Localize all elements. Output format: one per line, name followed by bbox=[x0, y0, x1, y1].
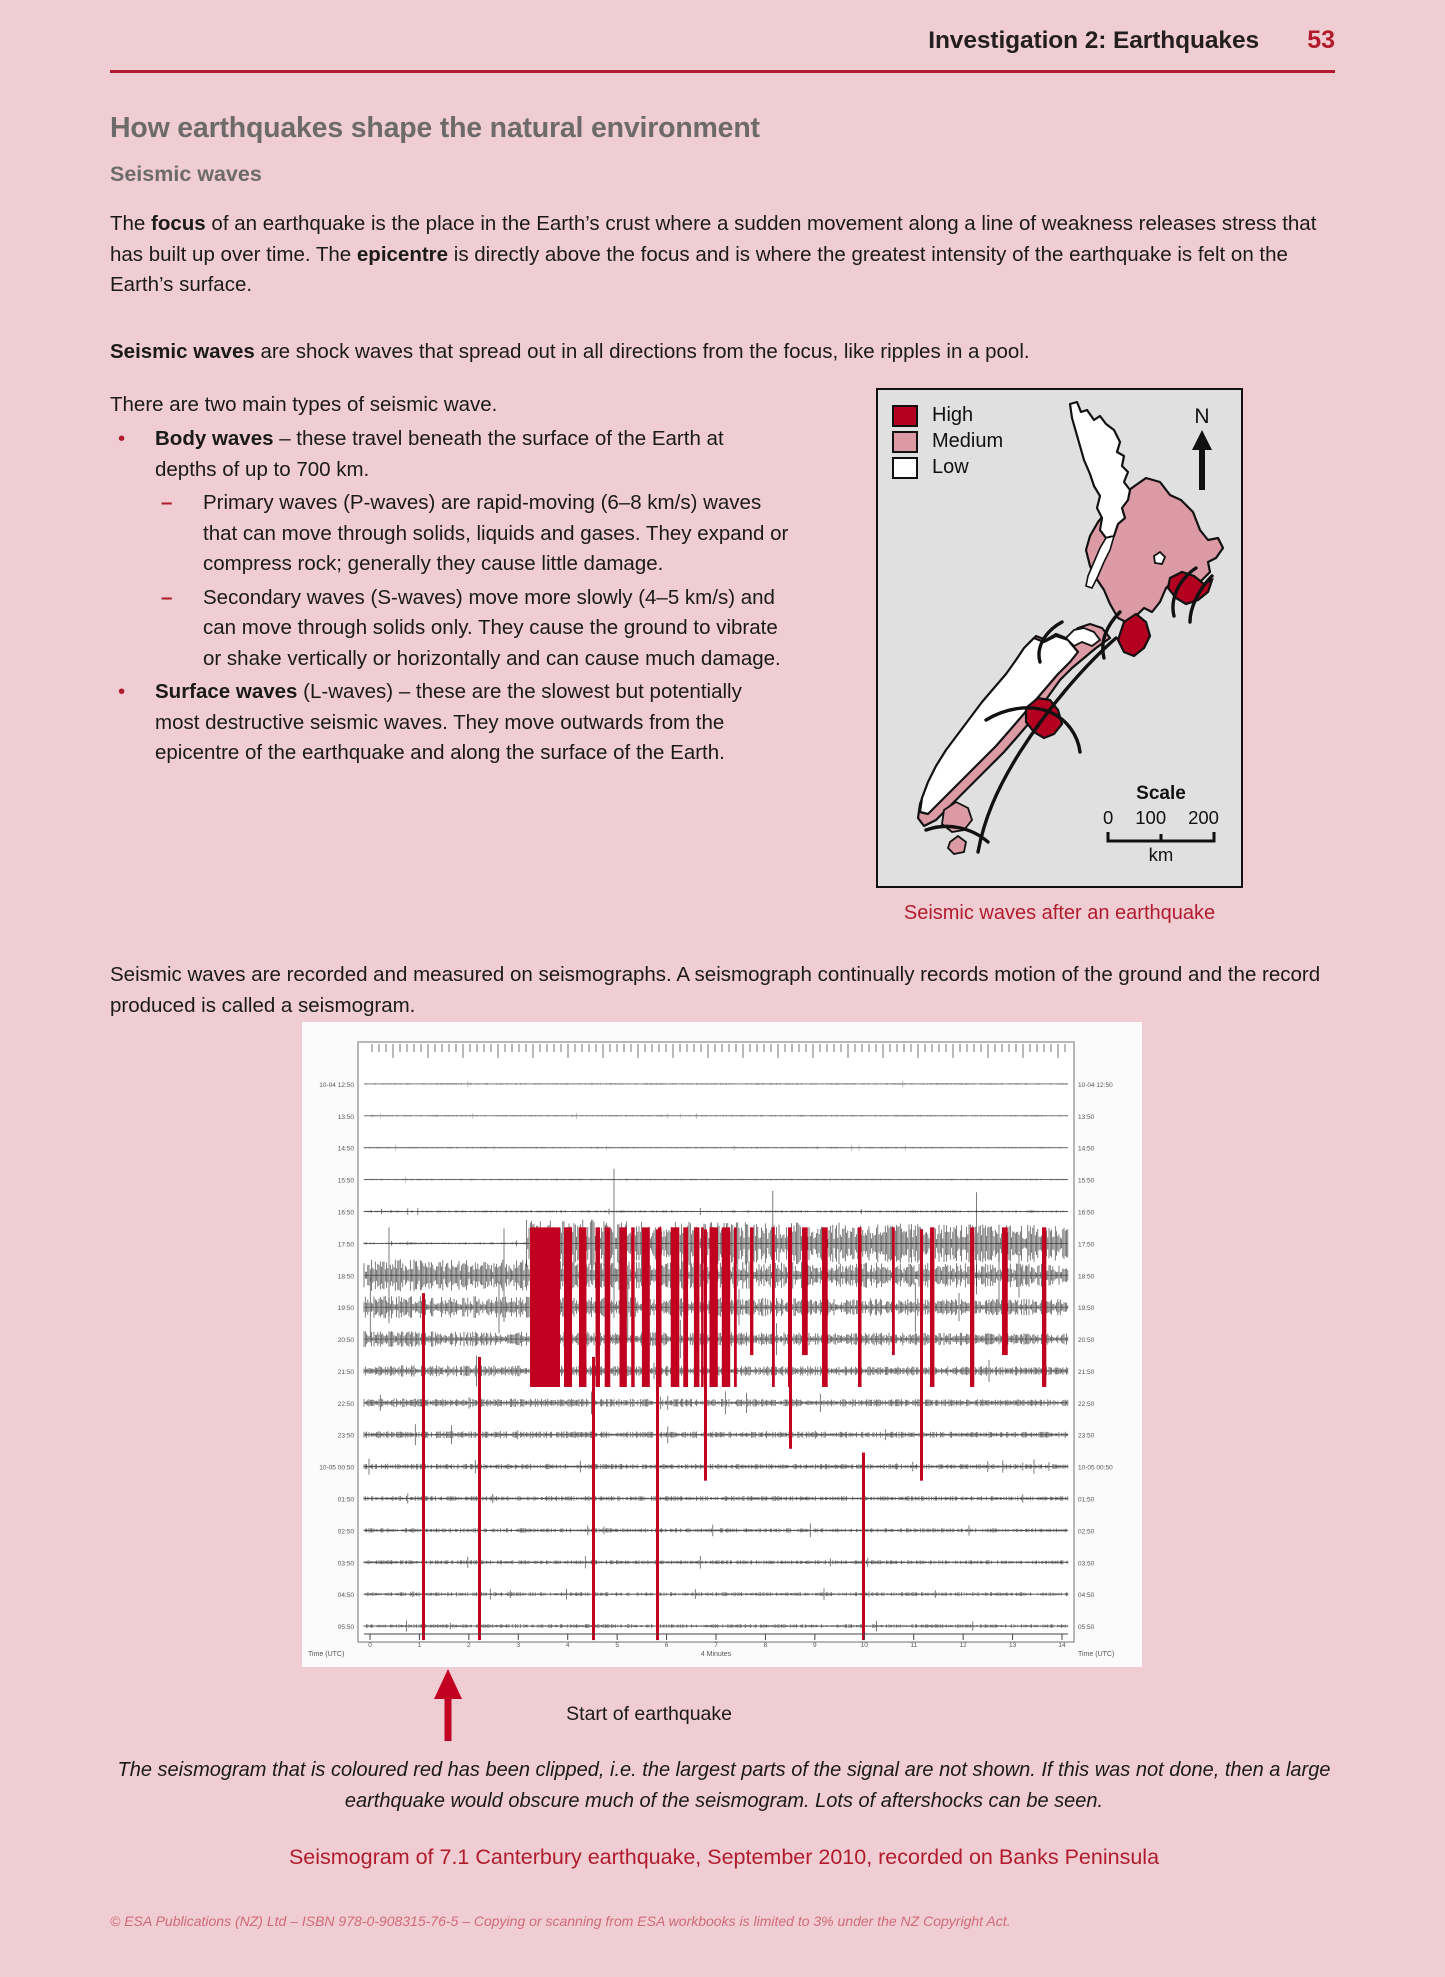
north-label: N bbox=[1194, 405, 1210, 428]
svg-text:23:50: 23:50 bbox=[337, 1432, 354, 1440]
svg-text:5: 5 bbox=[615, 1642, 619, 1649]
svg-text:Time (UTC): Time (UTC) bbox=[308, 1651, 345, 1658]
svg-text:7: 7 bbox=[714, 1642, 718, 1649]
svg-text:2: 2 bbox=[467, 1642, 471, 1649]
svg-text:16:50: 16:50 bbox=[1078, 1209, 1095, 1217]
text-run: are shock waves that spread out in all directions from the focus, like ripples in a pool. bbox=[254, 340, 1030, 363]
bullet-dot-icon: • bbox=[118, 427, 126, 450]
page-header bbox=[110, 26, 1335, 55]
svg-text:02:50: 02:50 bbox=[337, 1528, 354, 1536]
seismogram-figure bbox=[302, 1022, 1142, 1725]
section-heading-sub: Seismic waves bbox=[110, 162, 262, 186]
text-run: is directly above the focus and is where the greatest intensity of the earthquake is felt on the Earth’s surface. bbox=[110, 242, 1288, 296]
svg-text:6: 6 bbox=[664, 1642, 669, 1649]
term-focus: focus bbox=[151, 212, 206, 235]
svg-text:10-05 00:50: 10-05 00:50 bbox=[319, 1464, 354, 1472]
svg-text:13:50: 13:50 bbox=[1078, 1113, 1095, 1121]
scale-title: Scale bbox=[1136, 783, 1186, 804]
new-zealand-hazard-map bbox=[876, 388, 1243, 888]
header-divider bbox=[110, 70, 1335, 73]
start-of-earthquake-label: Start of earthquake bbox=[566, 1703, 732, 1725]
term-seismic-waves: Seismic waves bbox=[110, 340, 255, 363]
map-scale-bar bbox=[1103, 783, 1219, 866]
list-item bbox=[110, 424, 790, 674]
list-item-term: Surface waves bbox=[155, 680, 298, 703]
paragraph-two-types: There are two main types of seismic wave. bbox=[110, 393, 498, 416]
sub-list-item-text: Secondary waves (S-waves) move more slowly (4–5 km/s) and can move through solids only. They cause the ground to vibrate or shake vertically or horizontally and can cause much damage. bbox=[203, 585, 781, 670]
svg-text:4 Minutes: 4 Minutes bbox=[700, 1651, 732, 1658]
dash-bullet-icon: – bbox=[161, 491, 173, 514]
svg-text:10-04 12:50: 10-04 12:50 bbox=[1078, 1081, 1113, 1089]
map-figure bbox=[876, 388, 1243, 925]
seismogram-graphic bbox=[302, 1022, 1142, 1667]
text-run: of an earthquake is the place in the Earth’s crust where a sudden movement along a line of weakness releases stress that has built up over time. The bbox=[110, 212, 1317, 266]
legend-label: Low bbox=[932, 456, 969, 478]
scale-tick: 0 bbox=[1103, 807, 1114, 828]
svg-text:02:50: 02:50 bbox=[1078, 1528, 1095, 1536]
sub-list-item bbox=[155, 583, 790, 675]
paragraph-focus bbox=[110, 209, 1338, 301]
legend-item-high bbox=[892, 404, 1003, 427]
term-epicentre: epicentre bbox=[356, 242, 449, 266]
seismogram-image bbox=[302, 1022, 1142, 1667]
legend-item-low bbox=[892, 456, 1003, 479]
svg-text:13:50: 13:50 bbox=[337, 1113, 354, 1121]
text-run: The bbox=[110, 212, 152, 235]
scale-tick: 200 bbox=[1188, 807, 1219, 828]
svg-text:19:50: 19:50 bbox=[337, 1305, 354, 1313]
map-caption: Seismic waves after an earthquake bbox=[903, 902, 1216, 924]
svg-text:22:50: 22:50 bbox=[1078, 1400, 1095, 1408]
svg-text:14:50: 14:50 bbox=[337, 1145, 354, 1153]
svg-text:23:50: 23:50 bbox=[1078, 1432, 1095, 1440]
svg-text:04:50: 04:50 bbox=[337, 1592, 354, 1600]
map-legend bbox=[892, 404, 1003, 482]
list-item-term: Body waves bbox=[155, 427, 274, 450]
svg-text:3: 3 bbox=[516, 1642, 521, 1649]
sub-list-item-text: Primary waves (P-waves) are rapid-moving (6–8 km/s) waves that can move through solids, liquids and gases. They expand or compress rock; generally they cause little damage. bbox=[203, 491, 789, 575]
sub-list bbox=[155, 488, 790, 674]
svg-text:18:50: 18:50 bbox=[1078, 1273, 1095, 1281]
svg-text:12: 12 bbox=[959, 1642, 967, 1649]
svg-text:14: 14 bbox=[1058, 1642, 1066, 1649]
bullet-dot-icon: • bbox=[118, 680, 126, 703]
svg-text:15:50: 15:50 bbox=[1078, 1177, 1095, 1185]
svg-text:21:50: 21:50 bbox=[337, 1368, 354, 1376]
scale-tick: 100 bbox=[1135, 807, 1167, 828]
svg-text:10-05 00:50: 10-05 00:50 bbox=[1078, 1464, 1113, 1472]
seismic-wave-list bbox=[110, 424, 790, 771]
footer-copyright: © ESA Publications (NZ) Ltd – ISBN 978-0-908315-76-5 – Copying or scanning from ESA workbooks is limited to 3% under the NZ Copyright Act. bbox=[110, 1913, 1011, 1929]
svg-text:10: 10 bbox=[860, 1642, 868, 1649]
svg-text:Time (UTC): Time (UTC) bbox=[1078, 1651, 1115, 1658]
north-indicator bbox=[1187, 406, 1217, 497]
scale-tick-labels bbox=[1103, 807, 1219, 829]
svg-text:16:50: 16:50 bbox=[337, 1209, 354, 1217]
svg-text:19:50: 19:50 bbox=[1078, 1305, 1095, 1313]
svg-text:04:50: 04:50 bbox=[1078, 1592, 1095, 1600]
svg-text:1: 1 bbox=[417, 1642, 422, 1649]
svg-text:4: 4 bbox=[565, 1642, 570, 1649]
svg-text:18:50: 18:50 bbox=[337, 1273, 354, 1281]
svg-text:8: 8 bbox=[763, 1642, 768, 1649]
dash-bullet-icon: – bbox=[161, 585, 173, 609]
legend-swatch-low bbox=[892, 457, 918, 479]
svg-text:21:50: 21:50 bbox=[1078, 1368, 1095, 1376]
list-item bbox=[110, 677, 790, 769]
seismogram-note: The seismogram that is coloured red has been clipped, i.e. the largest parts of the signal are not shown. If this was not done, then a large earthquake would obscure much of the seismogram. Lots of aftershocks can be seen. bbox=[117, 1759, 1331, 1812]
north-arrow-icon bbox=[1187, 428, 1217, 492]
legend-swatch-high bbox=[892, 405, 918, 427]
svg-text:17:50: 17:50 bbox=[337, 1241, 354, 1249]
svg-text:03:50: 03:50 bbox=[337, 1560, 354, 1568]
legend-label: High bbox=[932, 404, 974, 426]
start-of-earthquake-annotation bbox=[302, 1655, 1142, 1745]
svg-text:22:50: 22:50 bbox=[337, 1400, 354, 1408]
legend-swatch-medium bbox=[892, 431, 918, 453]
svg-text:20:50: 20:50 bbox=[1078, 1337, 1095, 1345]
svg-text:20:50: 20:50 bbox=[337, 1337, 354, 1345]
svg-text:01:50: 01:50 bbox=[1078, 1496, 1095, 1504]
legend-item-medium bbox=[892, 430, 1003, 453]
header-title: Investigation 2: Earthquakes bbox=[928, 27, 1259, 54]
seismogram-caption: Seismogram of 7.1 Canterbury earthquake, September 2010, recorded on Banks Peninsula bbox=[288, 1845, 1160, 1869]
paragraph-seismograph: Seismic waves are recorded and measured on seismographs. A seismograph continually records motion of the ground and the record produced is called a seismogram. bbox=[110, 963, 1321, 1017]
svg-text:15:50: 15:50 bbox=[337, 1177, 354, 1185]
up-arrow-icon bbox=[302, 1655, 1142, 1745]
svg-text:9: 9 bbox=[813, 1642, 817, 1649]
svg-text:13: 13 bbox=[1008, 1642, 1017, 1649]
svg-text:03:50: 03:50 bbox=[1078, 1560, 1095, 1568]
svg-text:05:50: 05:50 bbox=[337, 1624, 354, 1632]
svg-text:14:50: 14:50 bbox=[1078, 1145, 1095, 1153]
page-number: 53 bbox=[1307, 26, 1335, 54]
paragraph-shock-waves bbox=[110, 337, 1338, 368]
sub-list-item bbox=[155, 488, 790, 580]
svg-text:01:50: 01:50 bbox=[337, 1496, 354, 1504]
scale-unit: km bbox=[1148, 844, 1174, 865]
list-item-text: – these travel beneath the surface of the Earth at depths of up to 700 km. bbox=[155, 427, 724, 481]
svg-text:0: 0 bbox=[368, 1642, 372, 1649]
legend-label: Medium bbox=[932, 430, 1004, 452]
section-heading-main: How earthquakes shape the natural environment bbox=[110, 112, 760, 144]
svg-text:11: 11 bbox=[910, 1642, 918, 1649]
scale-ruler-icon bbox=[1105, 831, 1217, 843]
svg-text:05:50: 05:50 bbox=[1078, 1624, 1095, 1632]
svg-text:10-04 12:50: 10-04 12:50 bbox=[319, 1081, 354, 1089]
svg-text:17:50: 17:50 bbox=[1078, 1241, 1095, 1249]
list-item-text: (L-waves) – these are the slowest but potentially most destructive seismic waves. They move outwards from the epicentre of the earthquake and along the surface of the Earth. bbox=[155, 680, 742, 764]
